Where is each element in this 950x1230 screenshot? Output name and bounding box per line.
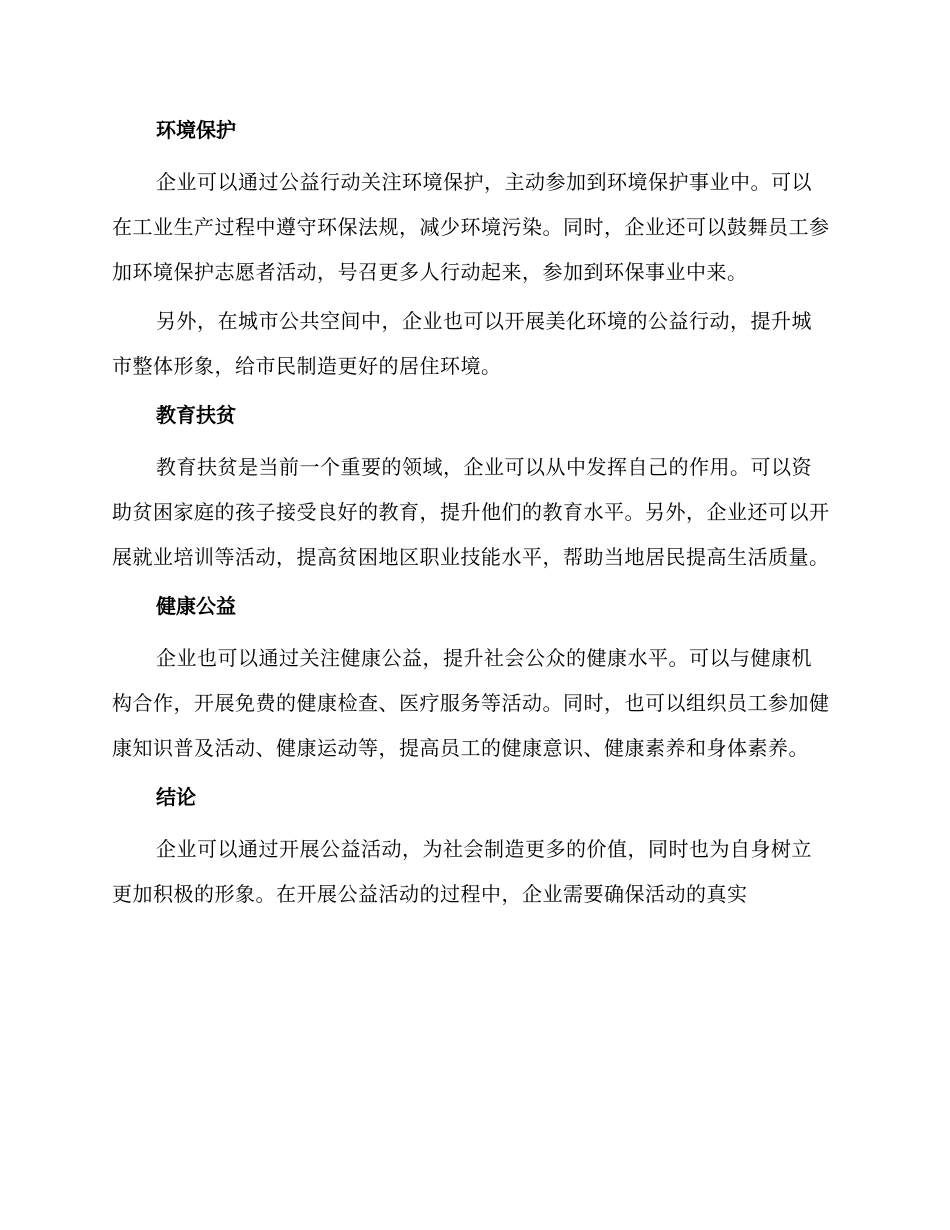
section-heading: 结论 — [156, 785, 196, 809]
section-health — [112, 584, 832, 771]
section-heading: 教育扶贫 — [156, 403, 236, 427]
document-page — [112, 108, 832, 921]
section-environment — [112, 108, 832, 389]
paragraph: 企业也可以通过关注健康公益，提升社会公众的健康水平。可以与健康机构合作，开展免费的健康检查、医疗服务等活动。同时，也可以组织员工参加健康知识普及活动、健康运动等，提高员工的健康意识、健康素养和身体素养。 — [112, 646, 830, 760]
paragraph: 另外，在城市公共空间中，企业也可以开展美化环境的公益行动，提升城市整体形象，给市民制造更好的居住环境。 — [112, 309, 812, 378]
section-heading: 环境保护 — [156, 118, 236, 142]
paragraph: 教育扶贫是当前一个重要的领域，企业可以从中发挥自己的作用。可以资助贫困家庭的孩子接受良好的教育，提升他们的教育水平。另外，企业还可以开展就业培训等活动，提高贫困地区职业技能水平，帮助当地居民提高生活质量。 — [112, 455, 830, 569]
section-education — [112, 393, 832, 580]
section-conclusion — [112, 775, 832, 917]
section-heading: 健康公益 — [156, 594, 236, 618]
paragraph: 企业可以通过公益行动关注环境保护，主动参加到环境保护事业中。可以在工业生产过程中遵守环保法规，减少环境污染。同时，企业还可以鼓舞员工参加环境保护志愿者活动，号召更多人行动起来，参加到环保事业中来。 — [112, 170, 830, 284]
paragraph: 企业可以通过开展公益活动，为社会制造更多的价值，同时也为自身树立更加积极的形象。在开展公益活动的过程中，企业需要确保活动的真实 — [112, 837, 812, 906]
